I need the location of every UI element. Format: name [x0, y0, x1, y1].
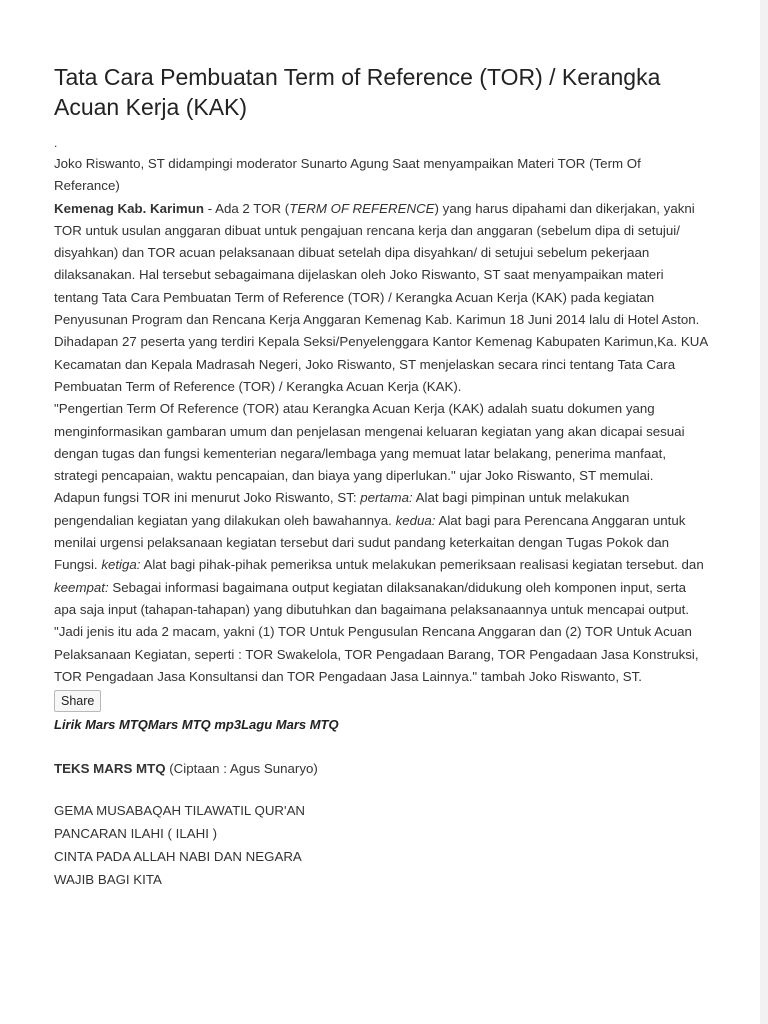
lirik-link[interactable]: Lirik Mars MTQMars MTQ mp3Lagu Mars MTQ [54, 717, 339, 733]
article-container [54, 62, 710, 891]
song-lyrics [54, 800, 710, 891]
right-edge-strip [760, 0, 768, 1024]
lyric-line: CINTA PADA ALLAH NABI DAN NEGARA [54, 848, 302, 864]
dateline: Kemenag Kab. Karimun [54, 200, 204, 216]
share-button[interactable]: Share [54, 690, 101, 712]
lyric-line: PANCARAN ILAHI ( ILAHI ) [54, 826, 218, 842]
song-heading: TEKS MARS MTQ (Ciptaan : Agus Sunaryo) [54, 761, 318, 777]
term-emphasis: TERM OF REFERENCE [289, 200, 435, 216]
paragraph-types: "Jadi jenis itu ada 2 macam, yakni (1) TOR Untuk Pengusulan Rencana Anggaran dan (2) TOR Untuk Acuan Pelaksanaan Kegiatan, seperti : TOR Swakelola, TOR Pengadaan Barang, TOR Pengadaan Jasa Konstruksi, TOR Pengadaan Jasa Konsultansi dan TOR Pengadaan Jasa Lainnya." tambah Joko Riswanto, ST. [54, 624, 699, 684]
photo-caption: Joko Riswanto, ST didampingi moderator Sunarto Agung Saat menyampaikan Materi TOR (Term Of Referance) [54, 156, 641, 194]
paragraph-functions: Adapun fungsi TOR ini menurut Joko Riswanto, ST: pertama: Alat bagi pimpinan untuk melakukan pengendalian kegiatan yang dilakukan oleh bawahannya. kedua: Alat bagi para Perencana Anggaran untuk menilai urgensi pelaksanaan kegiatan tersebut dari sudut pandang keterkaitan dengan Tugas Pokok dan Fungsi. ketiga: Alat bagi pihak-pihak pemeriksa untuk melakukan pemeriksaan realisasi kegiatan tersebut. dan keempat: Sebagai informasi bagaimana output kegiatan dilaksanakan/didukung oleh komponen input, serta apa saja input (tahapan-tahapan) yang dibutuhkan dan bagaimana pelaksanaannya untuk mencapai output. [54, 490, 704, 617]
share-container [54, 690, 710, 714]
lyric-line: WAJIB BAGI KITA [54, 871, 162, 887]
article-title: Tata Cara Pembuatan Term of Reference (TOR) / Kerangka Acuan Kerja (KAK) [54, 64, 661, 120]
paragraph-intro: Kemenag Kab. Karimun - Ada 2 TOR (TERM OF REFERENCE) yang harus dipahami dan dikerjakan, yakni TOR untuk usulan anggaran dibuat untuk pengajuan rencana kerja dan anggaran (sebelum dipa di setujui/ disyahkan) dan TOR acuan pelaksanaan dibuat setelah dipa disyahkan/ di setujui sebelum pekerjaan dilaksanakan. Hal tersebut sebagaimana dijelaskan oleh Joko Riswanto, ST saat menyampaikan materi tentang Tata Cara Pembuatan Term of Reference (TOR) / Kerangka Acuan Kerja (KAK) pada kegiatan Penyusunan Program dan Rencana Kerja Anggaran Kemenag Kab. Karimun 18 Juni 2014 lalu di Hotel Aston. [54, 200, 700, 328]
lyric-line: GEMA MUSABAQAH TILAWATIL QUR'AN [54, 803, 306, 819]
paragraph-definition: "Pengertian Term Of Reference (TOR) atau Kerangka Acuan Kerja (KAK) adalah suatu dokumen yang menginformasikan gambaran umum dan penjelasan mengenai keluaran kegiatan yang akan dicapai sesuai dengan tugas dan fungsi kementerian negara/lembaga yang memuat latar belakang, penerima manfaat, strategi pencapaian, waktu pencapaian, dan biaya yang diperlukan." ujar Joko Riswanto, ST memulai. [54, 401, 685, 484]
paragraph-participants: Dihadapan 27 peserta yang terdiri Kepala Seksi/Penyelenggara Kantor Kemenag Kabupaten Karimun,Ka. KUA Kecamatan dan Kepala Madrasah Negeri, Joko Riswanto, ST menjelaskan secara rinci tentang Tata Cara Pembuatan Term of Reference (TOR) / Kerangka Acuan Kerja (KAK). [54, 334, 708, 394]
dot-marker: . [54, 136, 58, 150]
